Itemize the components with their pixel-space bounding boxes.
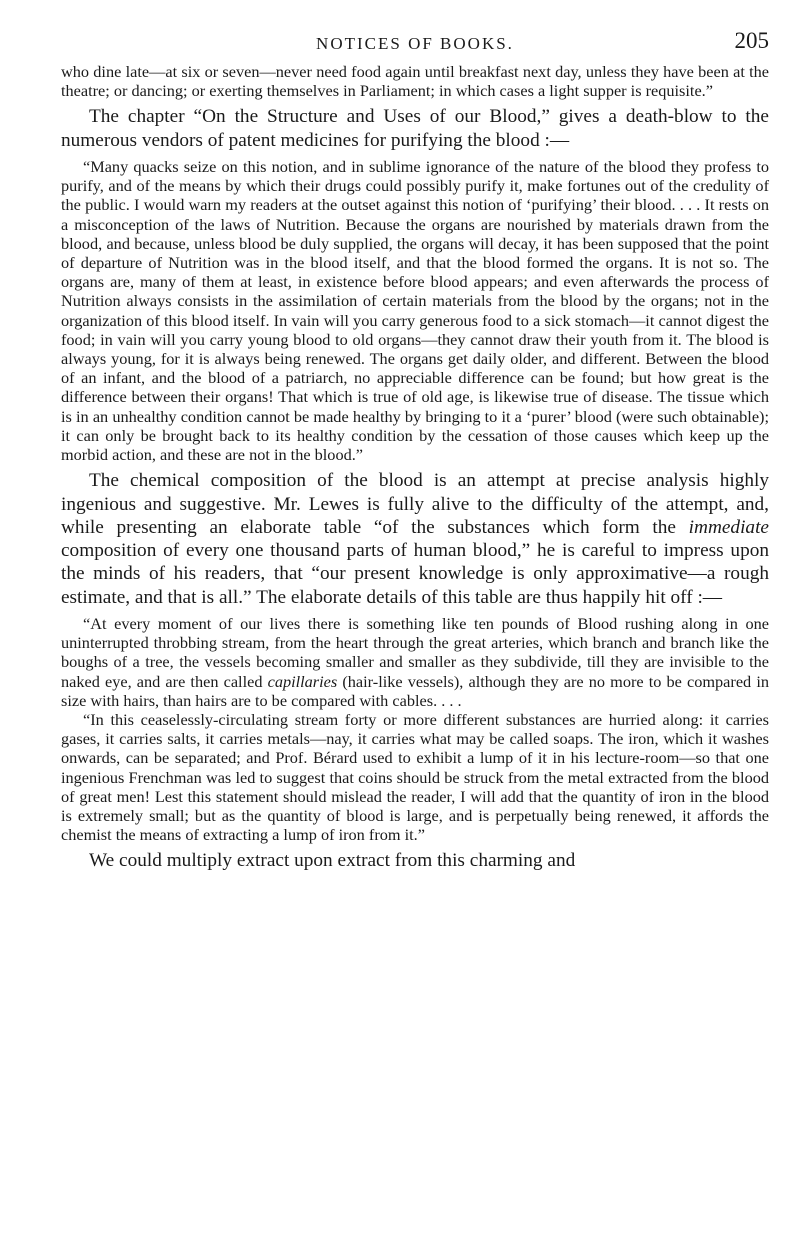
page-number: 205 <box>734 28 769 53</box>
body-paragraph-chemical-composition <box>61 469 769 609</box>
page <box>61 28 769 873</box>
body-paragraph-closing: We could multiply extract upon extract from this charming and <box>89 850 576 872</box>
text-span: (hair-like vessels), although they are no more to be compared in size with hairs, than hairs are to be compared with cables. . . . <box>61 671 769 710</box>
text-span: The chemical composition of the blood is an attempt at precise analysis highly ingenious and suggestive. Mr. Lewes is fully alive to the difficulty of the attempt, and, while presenting an elaborate table “of the substances which form the <box>61 470 769 538</box>
block-quote-blood-stream <box>61 614 769 710</box>
text-span: composition of every one thousand parts of human blood,” he is careful to impress upon the minds of his readers, that “our present knowledge is only approximative—a rough estimate, and that is all.” The elaborate details of this table are thus happily hit off :— <box>61 540 769 608</box>
page-header <box>61 28 769 62</box>
block-quote-quacks: “Many quacks seize on this notion, and in sublime ignorance of the nature of the blood they profess to purify, and of the means by which their drugs could possibly purify it, make fortunes out of the credulity of the public. I would warn my readers at the outset against this notion of ‘purifying’ their blood. . . . It rests on a misconception of the laws of Nutrition. Because the organs are nourished by materials drawn from the blood, and because, unless blood be duly supplied, the organs will decay, it has been supposed that the point of departure of Nutrition was in the blood itself, and that the blood formed the organs. It is not so. The organs are, many of them at least, in existence before blood appears; and even afterwards the process of Nutrition always consists in the assimilation of certain materials from the blood by the organs; not in the organization of this blood itself. In vain will you carry generous food to a sick stomach—it cannot digest the food; in vain will you carry young blood to old organs—they cannot draw their youth from it. The blood is always young, for it is always being renewed. The organs get daily older, and different. Between the blood of an infant, and the blood of a patriarch, no appreciable difference can be found; but how great is the difference between their organs! That which is true of old age, is likewise true of disease. The tissue which is in an unhealthy condition cannot be made healthy by bringing to it a ‘purer’ blood (were such obtainable); it can only be brought back to its healthy condition by the cessation of those causes which keep up the morbid action, and these are not in the blood.” <box>61 157 769 465</box>
block-quote-iron: “In this ceaselessly-circulating stream forty or more different substances are hurried along: it carries gases, it carries salts, it carries metals—nay, it carries what may be called soaps. The iron, which it washes onwards, can be separated; and Prof. Bérard used to exhibit a lump of it in his lecture-room—so that one ingenious Frenchman was led to suggest that coins should be struck from the metal extracted from the blood of great men! Lest this statement should mislead the reader, I will add that the quantity of iron in the blood is extremely small; but as the quantity of blood is large, and is perpetually being renewed, it affords the chemist the means of extracting a lump of iron from it.” <box>61 710 769 845</box>
body-paragraph-blood-chapter: The chapter “On the Structure and Uses of our Blood,” gives a death-blow to the numerous vendors of patent medicines for purifying the blood :— <box>61 106 769 151</box>
continued-quote-paragraph: who dine late—at six or seven—never need food again until breakfast next day, unless they have been at the theatre; or dancing; or exerting themselves in Parliament; in which cases a light supper is requisite.” <box>61 62 769 101</box>
italic-term: capillaries <box>267 671 338 691</box>
italic-term: immediate <box>688 516 769 538</box>
running-title: NOTICES OF BOOKS. <box>316 34 514 53</box>
text-span: “At every moment of our lives there is something like ten pounds of Blood rushing along in one uninterrupted throbbing stream, from the heart through the great arteries, which branch and branch like the boughs of a tree, the vessels becoming smaller and smaller as they subdivide, till they are invisible to the naked eye, and are then called <box>61 614 769 691</box>
